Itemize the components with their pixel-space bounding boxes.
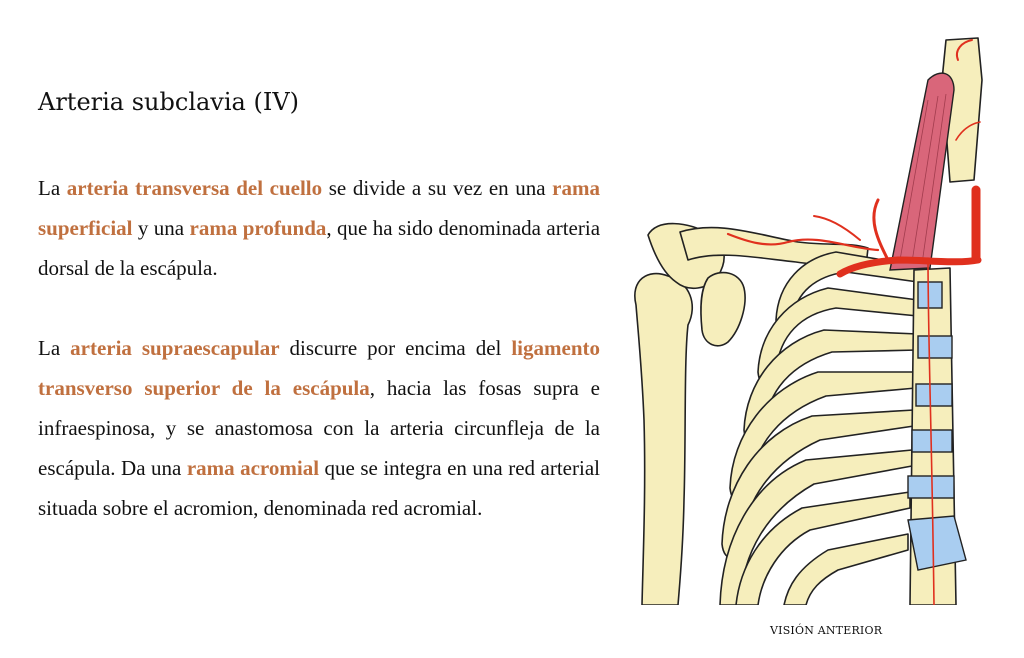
humerus — [635, 274, 692, 605]
term-rama-acromial: rama acromial — [186, 456, 320, 480]
body-text — [38, 168, 600, 568]
term-rama-superficial: rama superficial — [38, 176, 600, 240]
paragraph-supraescapular: La arteria supraescapular discurre por encima del ligamento transverso superior de la escápula, hacia las fosas supra e infraespinosa, y se anastomosa con la arteria circunfleja de la escápula. Da una rama acromial que se integra en una red arterial situada sobre el acromion, denominada red acromial. — [38, 336, 600, 520]
rib-8 — [784, 534, 908, 605]
term-arteria-transversa-del-cuello: arteria transversa del cuello — [66, 176, 323, 200]
page-title: Arteria subclavia (IV) — [38, 88, 300, 116]
term-rama-profunda: rama profunda — [189, 216, 327, 240]
anatomy-illustration — [628, 20, 996, 605]
figure-caption: VISIÓN ANTERIOR — [770, 624, 883, 637]
paragraph-transversa: La arteria transversa del cuello se divide a su vez en una rama superficial y una rama profunda, que ha sido denominada arteria dorsal de la escápula. — [38, 176, 601, 280]
term-ligamento-transverso: ligamento transverso superior de la escápula — [38, 336, 600, 400]
term-arteria-supraescapular: arteria supraescapular — [70, 336, 280, 360]
